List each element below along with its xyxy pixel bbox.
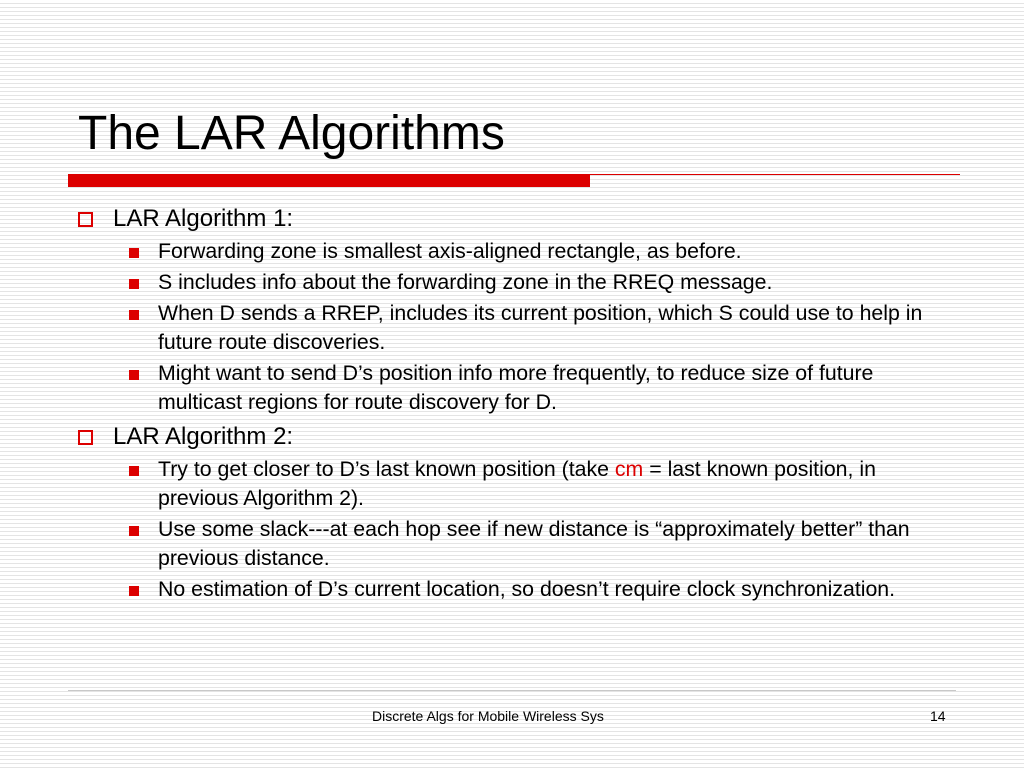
sub-bullet <box>158 515 958 573</box>
sub-bullet-text: When D sends a RREP, includes its current position, which S could use to help in future route discoveries. <box>158 301 923 354</box>
highlighted-term: cm <box>614 457 644 481</box>
filled-square-bullet-icon <box>129 586 139 596</box>
bullet-lar-algorithm-2 <box>78 421 958 453</box>
sub-bullet-text: No estimation of D’s current location, so doesn’t require clock synchronization. <box>158 577 896 601</box>
title-underline-thin <box>590 174 960 175</box>
hollow-square-bullet-icon <box>78 212 93 227</box>
filled-square-bullet-icon <box>129 279 139 289</box>
footer-divider <box>68 690 956 691</box>
slide-title: The LAR Algorithms <box>78 107 505 160</box>
bullet-lar-algorithm-1 <box>78 203 958 235</box>
filled-square-bullet-icon <box>129 248 139 258</box>
sub-bullet <box>158 299 958 357</box>
slide-body <box>78 201 958 604</box>
title-underline-thick <box>68 174 590 187</box>
sub-bullet-text: Forwarding zone is smallest axis-aligned rectangle, as before. <box>158 239 742 263</box>
sub-bullet <box>158 237 958 266</box>
footer-title: Discrete Algs for Mobile Wireless Sys <box>372 708 604 724</box>
page-number: 14 <box>930 708 946 724</box>
sub-bullet-text: Use some slack---at each hop see if new distance is “approximately better” than previous distance. <box>158 517 910 570</box>
sub-bullet-text-after: = last known position, in previous Algorithm 2). <box>158 457 876 510</box>
hollow-square-bullet-icon <box>78 430 93 445</box>
sub-bullet <box>158 455 958 513</box>
sub-bullet-text: S includes info about the forwarding zone in the RREQ message. <box>158 270 773 294</box>
sub-bullet-text: Might want to send D’s position info more frequently, to reduce size of future multicast regions for route discovery for D. <box>158 361 874 414</box>
filled-square-bullet-icon <box>129 310 139 320</box>
bullet-text: LAR Algorithm 1: <box>113 205 294 232</box>
sub-bullet <box>158 268 958 297</box>
bullet-text: LAR Algorithm 2: <box>113 423 294 450</box>
filled-square-bullet-icon <box>129 370 139 380</box>
filled-square-bullet-icon <box>129 526 139 536</box>
sub-bullet <box>158 359 958 417</box>
sub-bullet-text-before: Try to get closer to D’s last known position (take <box>158 457 615 481</box>
sub-bullet <box>158 575 958 604</box>
filled-square-bullet-icon <box>129 466 139 476</box>
